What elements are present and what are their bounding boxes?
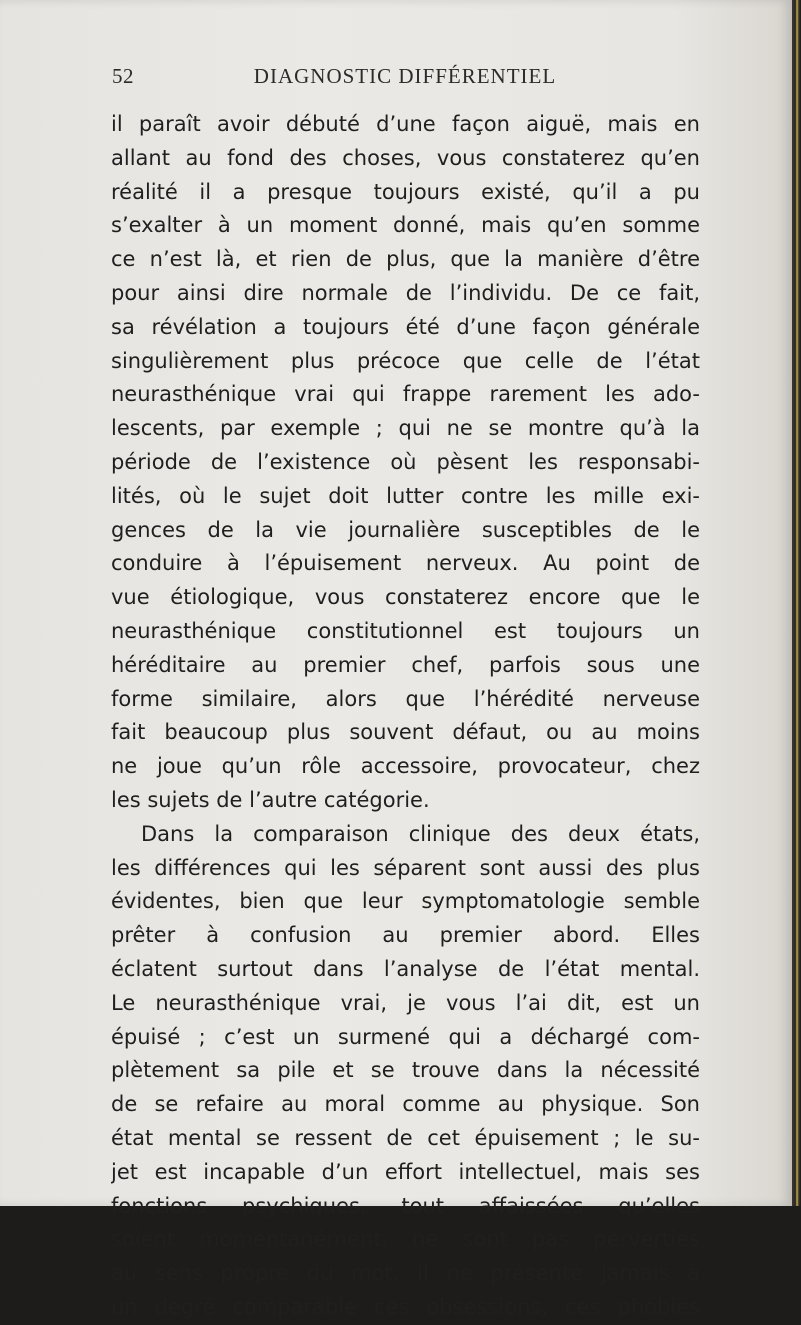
text-line: période de l’existence où pèsent les responsabi-: [111, 449, 700, 474]
text-line: héréditaire au premier chef, parfois sous une: [111, 652, 700, 677]
text-line: réalité il a presque toujours existé, qu’il a pu: [111, 179, 700, 204]
text-line: évidentes, bien que leur symptomatologie semble: [111, 889, 700, 914]
text-line: soient momentanément, ne sont pas perverties: [111, 1227, 700, 1252]
text-line: s’exalter à un moment donné, mais qu’en somme: [111, 213, 700, 238]
text-line: neurasthénique vrai qui frappe rarement les ado-: [111, 382, 700, 407]
text-line: de se refaire au moral comme au physique. Son: [111, 1092, 700, 1117]
body-text: [111, 108, 700, 1325]
text-line: éclatent surtout dans l’analyse de l’état mental.: [111, 956, 700, 981]
running-head: DIAGNOSTIC DIFFÉRENTIEL: [253, 64, 557, 88]
text-line: pour ainsi dire normale de l’individu. De ce fait,: [111, 280, 700, 305]
text-line: jet est incapable d’un effort intellectuel, mais ses: [111, 1159, 700, 1184]
text-line: état mental se ressent de cet épuisement ; le su-: [111, 1125, 700, 1150]
text-line: plètement sa pile et se trouve dans la nécessité: [111, 1058, 700, 1083]
text-line: lités, où le sujet doit lutter contre les mille exi-: [111, 483, 700, 508]
text-line: neurasthénique constitutionnel est toujours un: [111, 618, 700, 643]
text-line: Le neurasthénique vrai, je vous l’ai dit, est un: [111, 990, 700, 1015]
text-line: allant au fond des choses, vous constaterez qu’en: [111, 145, 700, 170]
text-line: les différences qui les séparent sont aussi des plus: [111, 855, 700, 880]
text-line: ce n’est là, et rien de plus, que la manière d’être: [111, 247, 700, 272]
text-line: les sujets de l’autre catégorie.: [111, 787, 430, 812]
text-line: Dans la comparaison clinique des deux états,: [141, 821, 700, 846]
page-number: 52: [112, 64, 134, 88]
text-line: fonctions psychiques, tout affaissées qu’elles: [111, 1193, 700, 1218]
text-line: sa révélation a toujours été d’une façon générale: [111, 314, 700, 339]
text-line: forme similaire, alors que l’hérédité nerveuse: [111, 686, 700, 711]
text-line: vue étiologique, vous constaterez encore que le: [111, 585, 700, 610]
text-line: un degré comparable ces obsessions, ces phobies: [111, 1294, 700, 1319]
text-line: il paraît avoir débuté d’une façon aiguë, mais en: [111, 112, 700, 136]
text-line: fait beaucoup plus souvent défaut, ou au moins: [111, 720, 700, 745]
text-line: gences de la vie journalière susceptibles de le: [111, 517, 700, 542]
page-header: [112, 64, 698, 94]
text-line: au sens propre du mot. Il ne présente jamais à: [111, 1261, 700, 1286]
text-line: ne joue qu’un rôle accessoire, provocateur, chez: [111, 754, 700, 779]
text-line: prêter à confusion au premier abord. Elles: [111, 923, 700, 948]
text-line: lescents, par exemple ; qui ne se montre qu’à la: [111, 416, 700, 441]
text-line: singulièrement plus précoce que celle de l’état: [111, 348, 700, 373]
text-line: épuisé ; c’est un surmené qui a déchargé com-: [111, 1024, 700, 1049]
text-line: conduire à l’épuisement nerveux. Au point de: [111, 551, 700, 576]
page-edge: [792, 0, 801, 1206]
